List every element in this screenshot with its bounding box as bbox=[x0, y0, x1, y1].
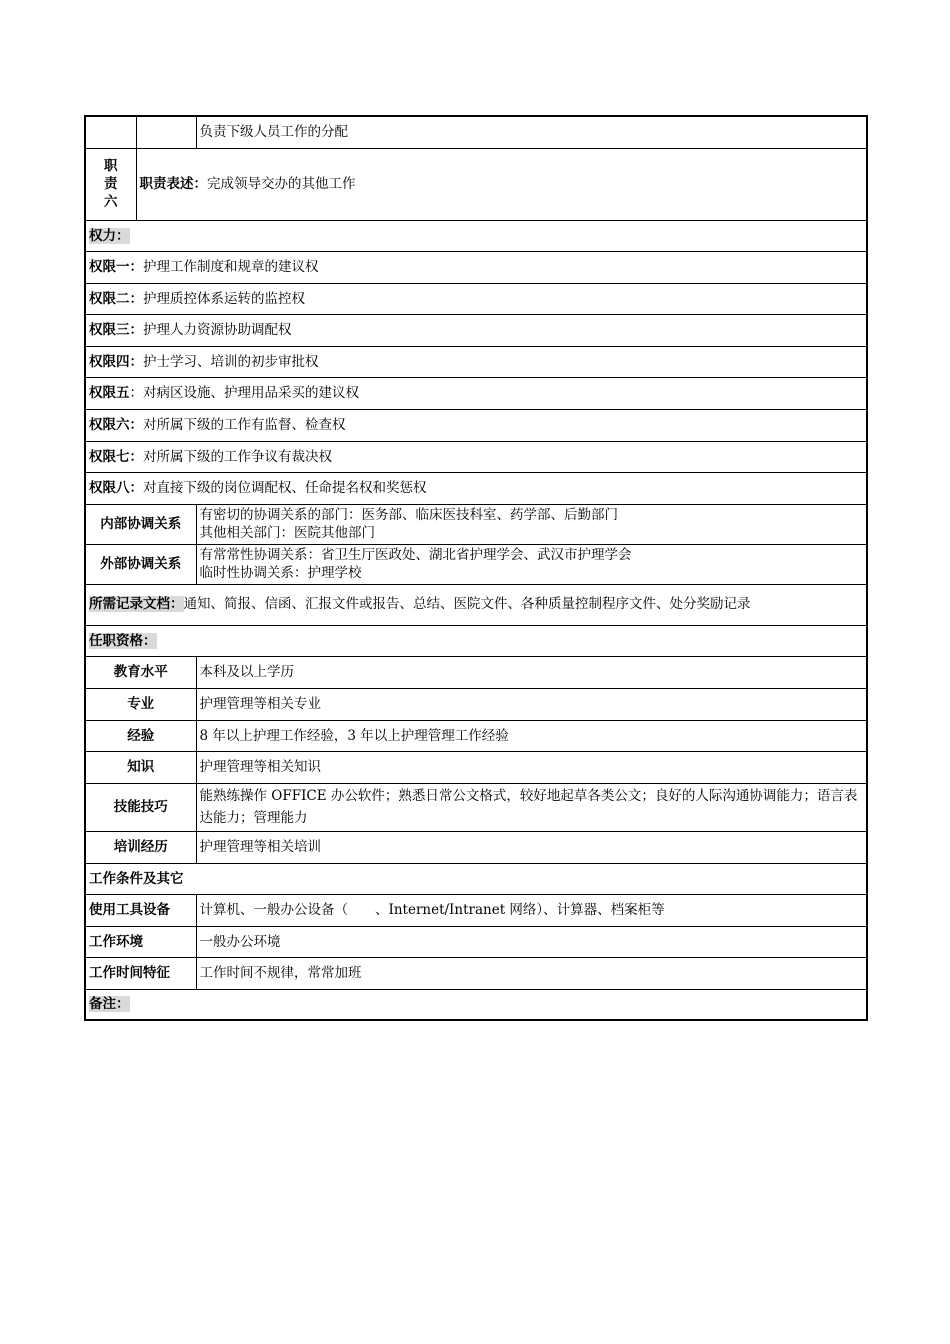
internal-coordination-text: 有密切的协调关系的部门：医务部、临床医技科室、药学部、后勤部门 其他相关部门：医院其他部门 bbox=[196, 504, 867, 544]
records-text: 通知、简报、信函、汇报文件或报告、总结、医院文件、各种质量控制程序文件、处分奖励记录 bbox=[183, 596, 751, 612]
authority-row: 权限二：护理质控体系运转的监控权 bbox=[85, 283, 867, 314]
conditions-row: 使用工具设备 计算机、一般办公设备（ 、Internet/Intranet 网络）、计算器、档案柜等 bbox=[85, 894, 867, 926]
remarks-row bbox=[85, 989, 867, 1020]
authority-row: 权限三：护理人力资源协助调配权 bbox=[85, 314, 867, 346]
duty-six-label: 职 责 六 bbox=[85, 148, 136, 220]
records-row bbox=[85, 584, 867, 625]
authority-row: 权限四：护士学习、培训的初步审批权 bbox=[85, 346, 867, 377]
authority-row: 权限六：对所属下级的工作有监督、检查权 bbox=[85, 409, 867, 441]
duty-statement-text: 完成领导交办的其他工作 bbox=[207, 176, 356, 192]
duty-prev-task: 负责下级人员工作的分配 bbox=[196, 116, 867, 148]
job-description-table bbox=[84, 115, 868, 1021]
authority-row: 权限一：护理工作制度和规章的建议权 bbox=[85, 251, 867, 283]
authority-row: 权限八：对直接下级的岗位调配权、任命提名权和奖惩权 bbox=[85, 472, 867, 504]
authority-row: 权限五：对病区设施、护理用品采买的建议权 bbox=[85, 377, 867, 409]
duty-statement-label: 职责表述： bbox=[139, 176, 207, 192]
external-coordination-text: 有常常性协调关系：省卫生厅医政处、湖北省护理学会、武汉市护理学会 临时性协调关系：护理学校 bbox=[196, 544, 867, 584]
conditions-row: 工作环境 一般办公环境 bbox=[85, 926, 867, 957]
authority-row: 权限七：对所属下级的工作争议有裁决权 bbox=[85, 441, 867, 472]
qualification-section-title: 任职资格： bbox=[89, 632, 157, 649]
conditions-section-title: 工作条件及其它 bbox=[85, 863, 867, 894]
qualification-row: 经验 8 年以上护理工作经验，3 年以上护理管理工作经验 bbox=[85, 720, 867, 751]
qualification-row: 技能技巧 能熟练操作 OFFICE 办公软件；熟悉日常公文格式，较好地起草各类公文；良好的人际沟通协调能力；语言表达能力；管理能力 bbox=[85, 783, 867, 831]
authority-header-row bbox=[85, 220, 867, 251]
qualification-row: 专业 护理管理等相关专业 bbox=[85, 688, 867, 720]
internal-coordination-label: 内部协调关系 bbox=[85, 504, 196, 544]
remarks-label: 备注： bbox=[89, 996, 130, 1013]
duty-six-row bbox=[85, 148, 867, 220]
conditions-header-row bbox=[85, 863, 867, 894]
qualification-row: 教育水平 本科及以上学历 bbox=[85, 656, 867, 688]
qualification-row: 知识 护理管理等相关知识 bbox=[85, 751, 867, 783]
duty-six-statement bbox=[136, 148, 867, 220]
conditions-row: 工作时间特征 工作时间不规律，常常加班 bbox=[85, 957, 867, 989]
authority-section-title: 权力： bbox=[89, 227, 130, 244]
job-description-sheet bbox=[84, 115, 866, 1021]
qualification-row: 培训经历 护理管理等相关培训 bbox=[85, 831, 867, 863]
external-coordination-label: 外部协调关系 bbox=[85, 544, 196, 584]
duty-prev-task-row bbox=[85, 116, 867, 148]
records-label: 所需记录文档： bbox=[89, 596, 184, 612]
external-coordination-row bbox=[85, 544, 867, 584]
qualification-header-row bbox=[85, 625, 867, 656]
internal-coordination-row bbox=[85, 504, 867, 544]
